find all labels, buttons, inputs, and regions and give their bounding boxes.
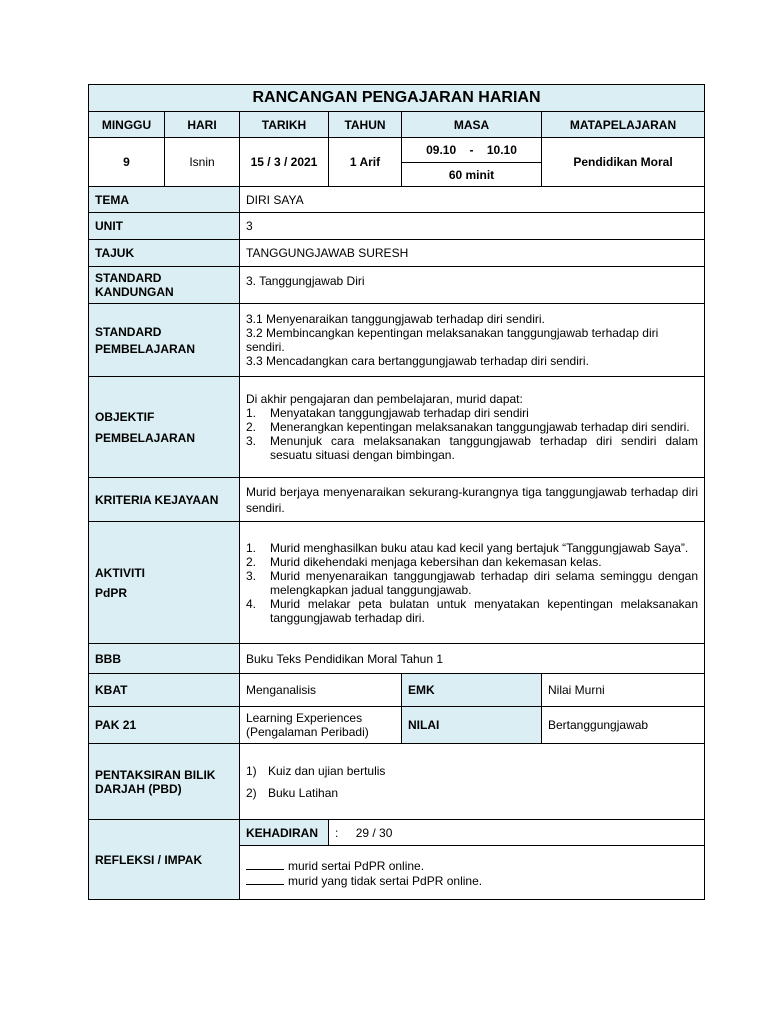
- blank-line: [246, 858, 284, 870]
- kbat-label: KBAT: [89, 674, 240, 707]
- objektif-value: [240, 377, 705, 478]
- pbd-list: [246, 764, 698, 800]
- column-header-hari: HARI: [165, 112, 240, 138]
- standard-pembelajaran-value: [240, 304, 705, 377]
- tajuk-value: TANGGUNGJAWAB SURESH: [240, 240, 705, 267]
- tema-value: DIRI SAYA: [240, 187, 705, 213]
- sp-item-3: 3.3 Mencadangkan cara bertanggungjawab terhadap diri sendiri.: [246, 354, 589, 368]
- sp-item-1: 3.1 Menyenaraikan tanggungjawab terhadap diri sendiri.: [246, 312, 545, 326]
- refleksi-notes: [240, 846, 705, 900]
- lesson-plan-table: [88, 84, 705, 900]
- aktiviti-list: [246, 541, 698, 625]
- objektif-label: OBJEKTIF PEMBELAJARAN: [89, 377, 240, 478]
- nilai-label: NILAI: [402, 707, 542, 744]
- aktiviti-value: [240, 522, 705, 644]
- unit-label: UNIT: [89, 213, 240, 240]
- kriteria-value: Murid berjaya menyenaraikan sekurang-kurangnya tiga tanggungjawab terhadap diri sendiri.: [240, 478, 705, 522]
- blank-line: [246, 873, 284, 885]
- bbb-value: Buku Teks Pendidikan Moral Tahun 1: [240, 644, 705, 674]
- masa-cell: [402, 138, 542, 187]
- list-item: 2) Buku Latihan: [246, 785, 339, 800]
- masa-start: 09.10: [426, 143, 457, 157]
- header-columns-row: [89, 112, 705, 138]
- column-header-tahun: TAHUN: [329, 112, 402, 138]
- standard-pembelajaran-label: STANDARD PEMBELAJARAN: [89, 304, 240, 377]
- refleksi-line-2: murid yang tidak sertai PdPR online.: [246, 873, 698, 888]
- emk-label: EMK: [402, 674, 542, 707]
- masa-inner: [402, 138, 541, 186]
- kehadiran-value: 29 / 30: [355, 825, 393, 840]
- emk-value: Nilai Murni: [542, 674, 705, 707]
- hari-value: Isnin: [165, 138, 240, 187]
- column-header-matapelajaran: MATAPELAJARAN: [542, 112, 705, 138]
- unit-value: 3: [240, 213, 705, 240]
- standard-kandungan-label: STANDARD KANDUNGAN: [89, 267, 240, 304]
- pak21-label: PAK 21: [89, 707, 240, 744]
- pbd-value: [240, 744, 705, 820]
- list-item: 1. Menyatakan tanggungjawab terhadap diri sendiri: [246, 406, 529, 420]
- sp-item-2: 3.2 Membincangkan kepentingan melaksanakan tanggungjawab terhadap diri sendiri.: [246, 326, 659, 354]
- column-header-masa: MASA: [402, 112, 542, 138]
- objektif-list: [246, 406, 698, 462]
- masa-end: 10.10: [486, 143, 517, 157]
- tajuk-label: TAJUK: [89, 240, 240, 267]
- tarikh-value: 15 / 3 / 2021: [240, 138, 329, 187]
- refleksi-line-1: murid sertai PdPR online.: [246, 858, 698, 873]
- kehadiran-separator: :: [335, 825, 339, 840]
- tema-label: TEMA: [89, 187, 240, 213]
- list-item: 3. Murid menyenaraikan tanggungjawab terhadap diri selama seminggu dengan melengkapkan jadual tanggungjawab.: [246, 568, 699, 597]
- standard-kandungan-value: 3. Tanggungjawab Diri: [240, 267, 705, 304]
- list-item: 2. Murid dikehendaki menjaga kebersihan dan kekemasan kelas.: [246, 554, 602, 569]
- nilai-value: Bertanggungjawab: [542, 707, 705, 744]
- column-header-minggu: MINGGU: [89, 112, 165, 138]
- info-row: [89, 138, 705, 187]
- column-header-tarikh: TARIKH: [240, 112, 329, 138]
- kriteria-label: KRITERIA KEJAYAAN: [89, 478, 240, 522]
- refleksi-label: REFLEKSI / IMPAK: [89, 820, 240, 900]
- list-item: 2. Menerangkan kepentingan melaksanakan tanggungjawab terhadap diri sendiri.: [246, 420, 690, 434]
- matapelajaran-value: Pendidikan Moral: [542, 138, 705, 187]
- kehadiran-label: KEHADIRAN: [240, 820, 329, 846]
- pbd-label: PENTAKSIRAN BILIK DARJAH (PBD): [89, 744, 240, 820]
- pak21-value: Learning Experiences (Pengalaman Peribadi): [240, 707, 402, 744]
- tahun-value: 1 Arif: [329, 138, 402, 187]
- kehadiran-value-cell: [329, 820, 705, 846]
- bbb-label: BBB: [89, 644, 240, 674]
- masa-time: [402, 138, 541, 163]
- list-item: 4. Murid melakar peta bulatan untuk menyatakan kepentingan melaksanakan tanggungjawab terhadap diri.: [246, 596, 699, 625]
- aktiviti-label: AKTIVITI PdPR: [89, 522, 240, 644]
- masa-separator: -: [469, 143, 474, 157]
- minggu-value: 9: [89, 138, 165, 187]
- masa-duration: 60 minit: [448, 167, 495, 182]
- lesson-plan-sheet: [88, 84, 704, 900]
- list-item: 1) Kuiz dan ujian bertulis: [246, 763, 386, 778]
- objektif-intro: Di akhir pengajaran dan pembelajaran, murid dapat:: [246, 392, 523, 406]
- list-item: 1. Murid menghasilkan buku atau kad kecil yang bertajuk “Tanggungjawab Saya”.: [246, 540, 689, 555]
- page-title: RANCANGAN PENGAJARAN HARIAN: [89, 85, 705, 112]
- list-item: 3. Menunjuk cara melaksanakan tanggungjawab terhadap diri sendiri dalam sesuatu situasi dengan bimbingan.: [246, 434, 699, 462]
- kbat-value: Menganalisis: [240, 674, 402, 707]
